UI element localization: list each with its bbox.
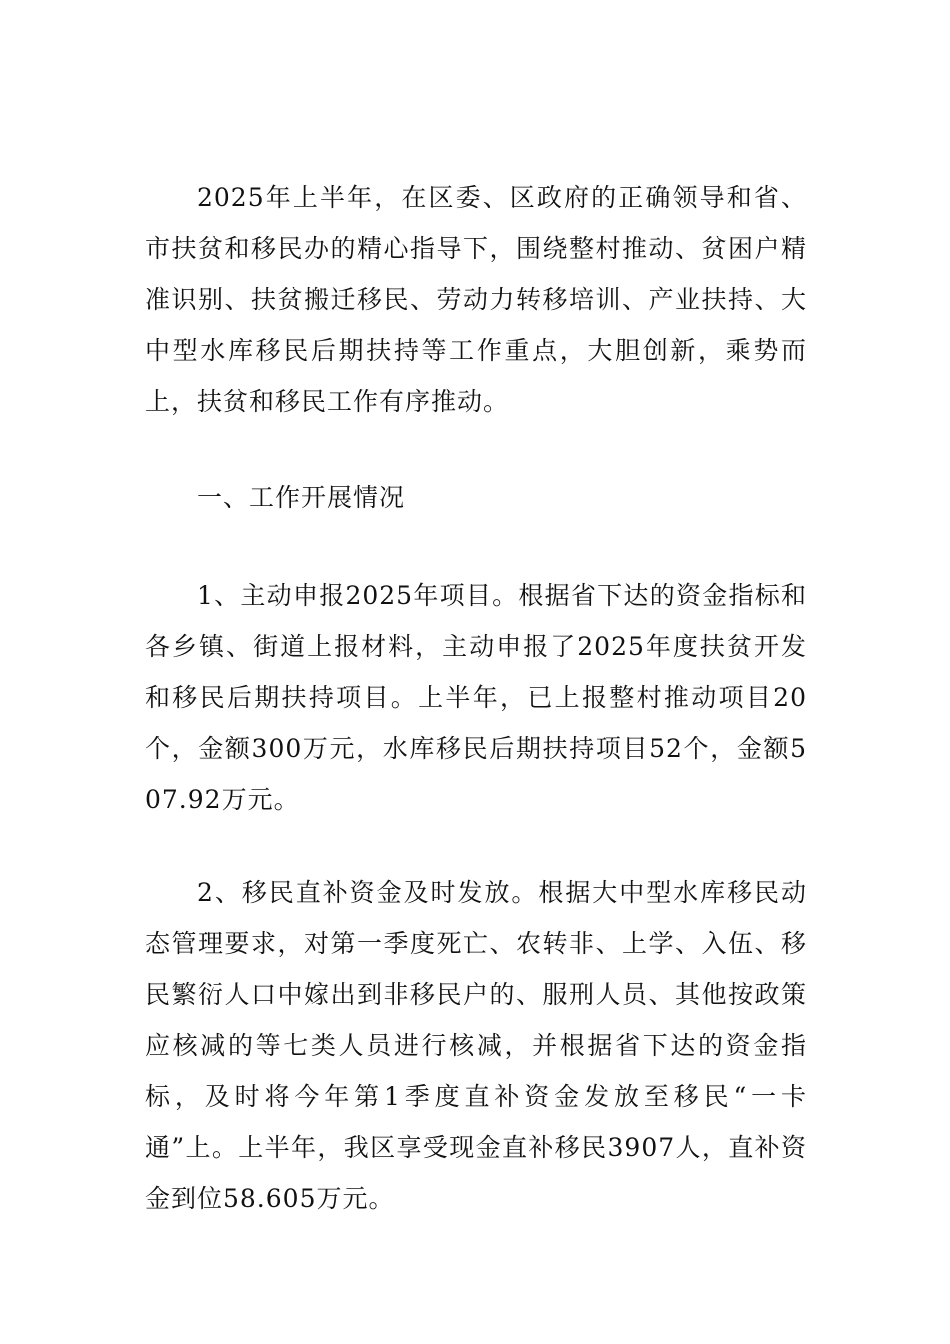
item-2-paragraph: 2、移民直补资金及时发放。根据大中型水库移民动态管理要求，对第一季度死亡、农转非、上学、入伍、移民繁衍人口中嫁出到非移民户的、服刑人员、其他按政策应核减的等七类人员进行核减，并根据省下达的资金指标，及时将今年第1季度直补资金发放至移民“一卡通”上。上半年，我区享受现金直补移民3907人，直补资金到位58.605万元。 [145, 878, 807, 1213]
intro-paragraph: 2025年上半年，在区委、区政府的正确领导和省、市扶贫和移民办的精心指导下，围绕整村推动、贫困户精准识别、扶贫搬迁移民、劳动力转移培训、产业扶持、大中型水库移民后期扶持等工作重点，大胆创新，乘势而上，扶贫和移民工作有序推动。 [145, 183, 807, 416]
item-1-paragraph: 1、主动申报2025年项目。根据省下达的资金指标和各乡镇、街道上报材料，主动申报了2025年度扶贫开发和移民后期扶持项目。上半年，已上报整村推动项目20个，金额300万元，水库移民后期扶持项目52个，金额507.92万元。 [145, 581, 807, 814]
section-heading-work-progress: 一、工作开展情况 [197, 483, 406, 512]
